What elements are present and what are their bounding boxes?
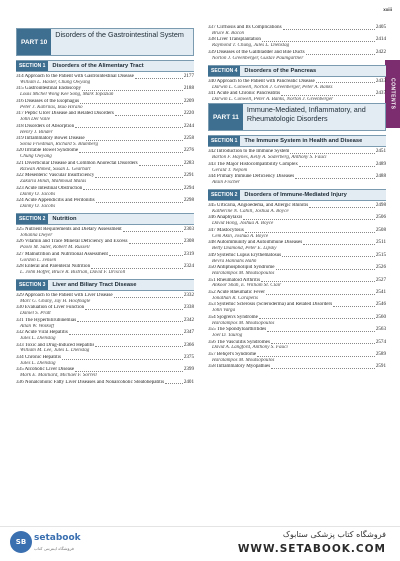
part-header (208, 103, 386, 131)
part-title: Immune-Mediated, Inflammatory, and Rheumatologic Disorders (246, 105, 366, 124)
chapter-title: 343 The Major Histocompatibility Complex (208, 161, 298, 167)
chapter-title: 315 Gastrointestinal Endoscopy (16, 86, 82, 92)
dot-leader (95, 346, 182, 347)
toc-entry[interactable] (16, 330, 194, 342)
page-number: 2574 (375, 338, 386, 345)
dot-leader (299, 166, 375, 167)
chapter-authors: Haralampos M. Moutsopoulos (212, 357, 275, 363)
section-number: SECTION 4 (208, 66, 240, 76)
dot-leader (75, 127, 183, 128)
page-number: 2560 (375, 313, 386, 320)
toc-entry[interactable] (208, 290, 386, 302)
chapter-title: 353 Systemic Sclerosis (Scleroderma) and Related Disorders (208, 302, 333, 308)
chapter-authors: Jonathan R. Carapetis (212, 295, 258, 301)
toc-entry[interactable] (16, 227, 194, 239)
toc-entry[interactable] (16, 86, 194, 98)
dot-leader (83, 189, 182, 190)
dot-leader (262, 41, 375, 42)
toc-entry[interactable] (208, 352, 386, 364)
toc-entry[interactable] (208, 203, 386, 215)
page-number: 2303 (183, 225, 194, 232)
left-column (16, 28, 194, 386)
dot-leader (245, 232, 375, 233)
page-number: 2298 (183, 197, 194, 204)
toc-entry[interactable] (16, 136, 194, 148)
toc-entry[interactable] (16, 111, 194, 123)
chapter-authors: John Varga (212, 308, 236, 314)
section-title: Disorders of the Alimentary Tract (52, 63, 144, 69)
page-number: 2399 (183, 366, 194, 373)
chapter-title: 351 Rheumatoid Arthritis (208, 277, 261, 283)
chapter-authors: Gordon L. Jensen (20, 257, 57, 263)
page-number: 2546 (375, 301, 386, 308)
section-title: Liver and Biliary Tract Disease (52, 281, 137, 288)
chapter-authors: Joel D. Taurog (212, 333, 243, 339)
toc-entry[interactable] (208, 340, 386, 352)
toc-entry[interactable] (16, 318, 194, 330)
page-number: 2506 (375, 214, 386, 221)
toc-entry[interactable] (16, 367, 194, 379)
chapter-title: 344 Primary Immune Deficiency Diseases (208, 174, 295, 180)
chapter-authors: David Hong, Joshua A. Boyce (212, 221, 274, 227)
logo-subtitle: فروشگاه اینترنتی کتاب (34, 546, 74, 551)
toc-entry[interactable] (208, 278, 386, 290)
chapter-title: 345 Urticaria, Angioedema, and Allergic Rhinitis (208, 203, 309, 209)
toc-entry[interactable] (208, 149, 386, 161)
toc-entry[interactable] (16, 161, 194, 173)
dot-leader (95, 177, 182, 178)
chapter-authors: Bevra Hannahs Hahn (212, 258, 257, 264)
page-number: 2338 (183, 304, 194, 311)
chapter-title: 335 Alcoholic Liver Disease (16, 367, 75, 373)
page-number: 2422 (375, 48, 386, 55)
dot-leader (85, 309, 183, 310)
toc-entry[interactable] (208, 162, 386, 174)
page-number: 2342 (183, 316, 194, 323)
chapter-authors: Johanna Dwyer (20, 232, 53, 238)
chapter-title: 340 Approach to the Patient with Pancreatic Disease (208, 78, 315, 84)
part-number: PART 10 (17, 29, 51, 55)
setabook-logo[interactable] (10, 531, 80, 557)
chapter-authors: Peter J. Kahrilas, Ikuo Hirano (20, 104, 83, 110)
toc-entry[interactable] (208, 265, 386, 277)
chapter-authors: Betty Diamond, Peter E. Lipsky (212, 246, 277, 252)
page-number: 2451 (375, 148, 386, 155)
dot-leader (290, 153, 374, 154)
dot-leader (135, 78, 183, 79)
page-number: 2515 (375, 251, 386, 258)
section-title: Nutrition (52, 215, 77, 222)
page-number: 2347 (183, 329, 194, 336)
chapter-title: 329 Approach to the Patient with Liver Disease (16, 292, 113, 298)
contents-side-tab (385, 60, 400, 128)
chapter-title: 323 Acute Intestinal Obstruction (16, 185, 83, 191)
chapter-authors: Paolo M. Suter, Robert M. Russell (20, 245, 90, 251)
page-number: 2209 (183, 97, 194, 104)
page-number: 2283 (183, 159, 194, 166)
toc-entry[interactable] (208, 327, 386, 339)
chapter-title: 318 Disorders of Absorption (16, 123, 75, 129)
page-number: 2498 (375, 202, 386, 209)
chapter-authors: Daniel S. Pratt (20, 311, 51, 317)
toc-entry[interactable] (208, 50, 386, 62)
page-number: 2188 (183, 85, 194, 92)
chapter-title: 322 Mesenteric Vascular Insufficiency (16, 173, 95, 179)
page-number: 2589 (375, 350, 386, 357)
chapter-authors: Cem Akin, Joshua A. Boyce (212, 233, 269, 239)
toc-entry[interactable] (208, 228, 386, 240)
chapter-authors: Norton J. Greenberger, Gustav Paumgartner (212, 55, 304, 61)
dot-leader (282, 256, 375, 257)
section-title: The Immune System in Health and Disease (244, 138, 363, 145)
toc-entry[interactable] (16, 198, 194, 210)
store-url-link[interactable]: WWW.SETABOOK.COM (237, 543, 386, 555)
chapter-authors: Katherine N. Cahill, Joshua A. Boyce (212, 208, 289, 214)
page-number: 2220 (183, 110, 194, 117)
chapter-authors: Danny O. Jacobs (20, 191, 56, 197)
chapter-title: 314 Approach to the Patient with Gastrointestinal Disease (16, 74, 134, 79)
dot-leader (309, 207, 375, 208)
chapter-title: 326 Vitamin and Trace Mineral Deficiency and Excess (16, 239, 128, 245)
chapter-title: 316 Diseases of the Esophagus (16, 98, 80, 104)
chapter-title: 346 Anaphylaxis (208, 215, 243, 221)
chapter-authors: Ankoor Shah, E. William St. Clair (212, 283, 282, 289)
page-number: 2308 (183, 238, 194, 245)
chapter-title: 319 Inflammatory Bowel Disease (16, 136, 85, 142)
dot-leader (115, 115, 183, 116)
chapter-title: 328 Enteral and Parenteral Nutrition (16, 264, 91, 270)
dot-leader (295, 178, 375, 179)
chapter-title: 339 Diseases of the Gallbladder and Bile Ducts (208, 49, 305, 55)
dot-leader (80, 103, 183, 104)
page-number: 2541 (375, 288, 386, 295)
chapter-authors: William M. Lee, Jules L. Dienstag (20, 348, 90, 354)
dot-leader (316, 82, 375, 83)
chapter-title: 330 Evaluation of Liver Function (16, 305, 85, 311)
page-number: 2401 (183, 378, 194, 385)
dot-leader (109, 255, 183, 256)
dot-leader (123, 231, 183, 232)
chapter-authors: Allan W. Wolkoff (20, 323, 55, 329)
chapter-authors: Darwin L. Conwell, Norton J. Greenberger, Peter A. Banks (212, 84, 333, 90)
dot-leader (306, 54, 375, 55)
dot-leader (62, 359, 183, 360)
chapter-authors: John Del Valle (20, 117, 50, 123)
chapter-authors: Mark E. Mailliard, Michael F. Sorrell (20, 373, 97, 379)
section-number: SECTION 1 (208, 136, 240, 146)
page-number: 2294 (183, 184, 194, 191)
chapter-authors: Sonia Friedman, Richard S. Blumberg (20, 141, 99, 147)
dot-leader (86, 140, 183, 141)
dot-leader (114, 297, 183, 298)
page-number: 2405 (375, 24, 386, 30)
chapter-authors: Rizwan Ahmed, Susan L. Gearhart (20, 166, 91, 172)
page-number: 2511 (376, 239, 386, 246)
toc-entry[interactable] (16, 186, 194, 198)
chapter-title: 334 Chronic Hepatitis (16, 354, 61, 360)
dot-leader (267, 331, 375, 332)
chapter-title: 355 The Spondyloarthritides (208, 327, 267, 333)
page-number: 2414 (375, 36, 386, 43)
toc-entry-row (208, 364, 386, 370)
page-number: 2258 (183, 135, 194, 142)
section-header (16, 60, 194, 72)
page-number: 2177 (183, 73, 194, 79)
toc-entry[interactable] (208, 79, 386, 91)
toc-entry[interactable] (16, 343, 194, 355)
chapter-title: 357 Behçet's Syndrome (208, 351, 257, 357)
dot-leader (283, 29, 375, 30)
toc-entry[interactable] (16, 173, 194, 185)
dot-leader (82, 90, 183, 91)
logo-mark: SB (10, 531, 32, 553)
dot-leader (303, 244, 375, 245)
toc-entry[interactable] (208, 174, 386, 186)
chapter-title: 356 The Vasculitis Syndromes (208, 339, 270, 345)
chapter-title: 336 Nonalcoholic Fatty Liver Diseases and Nonalcoholic Steatohepatitis (16, 379, 165, 385)
chapter-title: 327 Malnutrition and Nutritional Assessment (16, 251, 108, 257)
page-number: 2291 (183, 172, 194, 179)
toc-entry[interactable] (16, 355, 194, 367)
chapter-title: 337 Cirrhosis and Its Complications (208, 25, 282, 30)
toc-entry[interactable] (16, 264, 194, 276)
chapter-authors: Louis Michel Wong Kee Song, Mark Topazian (20, 92, 114, 98)
section-number: SECTION 2 (16, 214, 48, 224)
page-number: 2433 (375, 77, 386, 84)
part-number: PART 11 (209, 104, 243, 130)
chapter-title: 332 Acute Viral Hepatitis (16, 330, 68, 336)
toc-entry[interactable] (208, 364, 386, 370)
section-header (208, 135, 386, 147)
page-corner-label: xxiii (383, 7, 392, 12)
contents-tab-label: CONTENTS (389, 78, 396, 110)
page-number: 2244 (183, 122, 194, 129)
dot-leader (75, 371, 183, 372)
chapter-title: 348 Autoimmunity and Autoimmune Diseases (208, 240, 303, 246)
toc-entry[interactable] (16, 99, 194, 111)
toc-entry[interactable] (16, 74, 194, 86)
chapter-authors: Darwin L. Conwell, Peter A. Banks, Norton J. Greenberger (212, 96, 334, 102)
dot-leader (96, 202, 183, 203)
page-number: 2437 (375, 90, 386, 97)
page-number: 2489 (375, 160, 386, 167)
page-number: 2527 (375, 276, 386, 283)
toc-entry[interactable] (208, 91, 386, 103)
dot-leader (271, 343, 375, 344)
toc-entry[interactable] (208, 215, 386, 227)
chapter-authors: Haralampos M. Moutsopoulos (212, 320, 275, 326)
chapter-title: 321 Diverticular Disease and Common Anorectal Disorders (16, 160, 138, 166)
chapter-authors: Jules L. Dienstag (20, 360, 56, 366)
page-number: 2366 (183, 341, 194, 348)
chapter-title: 347 Mastocytosis (208, 227, 244, 233)
chapter-title: 333 Toxic and Drug-Induced Hepatitis (16, 342, 95, 348)
page-number: 2324 (183, 263, 194, 270)
chapter-title: 317 Peptic Ulcer Disease and Related Disorders (16, 111, 114, 117)
chapter-authors: Haralampos M. Moutsopoulos (212, 271, 275, 276)
page-number: 2526 (375, 264, 386, 271)
chapter-authors: David A. Langford, Anthony S. Fauci (212, 345, 288, 351)
chapter-title: 350 Antiphospholipid Syndrome (208, 265, 275, 271)
chapter-authors: Jules L. Dienstag (20, 336, 56, 342)
dot-leader (91, 268, 183, 269)
toc-entry[interactable] (208, 302, 386, 314)
toc-entry[interactable] (208, 25, 386, 37)
chapter-authors: Chung Owyang (20, 154, 52, 160)
part-header (16, 28, 194, 56)
section-header (16, 213, 194, 225)
dot-leader (266, 294, 375, 295)
chapter-authors: Zakaria Hindi, Mahmoud Malas (20, 179, 87, 185)
dot-leader (79, 152, 183, 153)
chapter-authors: Bruce R. Bacon (212, 30, 245, 36)
chapter-title: 341 Acute and Chronic Pancreatitis (208, 91, 281, 97)
toc-entry-row (16, 380, 194, 386)
toc-entry[interactable] (16, 239, 194, 251)
chapter-title: 358 Inflammatory Myopathies (208, 364, 271, 370)
page-number: 2563 (375, 326, 386, 333)
toc-entry[interactable] (208, 253, 386, 265)
chapter-title: 349 Systemic Lupus Erythematosus (208, 252, 282, 258)
section-number: SECTION 2 (208, 190, 240, 200)
chapter-title: 324 Acute Appendicitis and Peritonitis (16, 198, 95, 204)
toc-entry[interactable] (16, 124, 194, 136)
page-number: 2332 (183, 291, 194, 298)
dot-leader (77, 321, 183, 322)
chapter-authors: L. John Hoffer, Bruce R. Bistrian, David F. Driscoll (20, 270, 126, 275)
page-number: 2375 (183, 353, 194, 360)
page-number: 2591 (375, 363, 386, 370)
dot-leader (333, 306, 375, 307)
part-title: Disorders of the Gastrointestinal System (55, 30, 184, 39)
chapter-authors: Marc G. Ghany, Jay H. Hoofnagle (20, 298, 91, 304)
toc-entry[interactable] (16, 148, 194, 160)
section-number: SECTION 1 (16, 61, 48, 71)
logo-text: setabook (34, 533, 81, 543)
toc-entry[interactable] (16, 305, 194, 317)
dot-leader (281, 95, 375, 96)
footer-banner (0, 526, 400, 561)
dot-leader (261, 281, 375, 282)
toc-entry[interactable] (208, 37, 386, 49)
toc-entry[interactable] (208, 240, 386, 252)
chapter-authors: Raymond T. Chung, Jules L. Dienstag (212, 43, 290, 49)
chapter-title: 320 Irritable Bowel Syndrome (16, 148, 79, 154)
dot-leader (259, 318, 375, 319)
toc-entry[interactable] (16, 380, 194, 386)
chapter-authors: Henry J. Binder (20, 129, 53, 135)
section-header (16, 279, 194, 291)
toc-entry[interactable] (208, 315, 386, 327)
chapter-title: 352 Acute Rheumatic Fever (208, 289, 266, 295)
chapter-authors: Alain Fischer (212, 180, 240, 186)
chapter-authors: William L. Hasler, Chung Owyang (20, 79, 91, 85)
chapter-authors: Barton F. Haynes, Kelly A. Soderberg, Anthony S. Fauci (212, 155, 327, 161)
dot-leader (129, 243, 183, 244)
section-number: SECTION 3 (16, 280, 48, 290)
right-column (208, 25, 386, 371)
dot-leader (139, 165, 183, 166)
page-number: 2488 (375, 173, 386, 180)
toc-entry[interactable] (16, 252, 194, 264)
store-name: فروشگاه کتاب پزشکی ستابوک (282, 530, 386, 539)
dot-leader (276, 269, 375, 270)
chapter-title: 342 Introduction to the Immune System (208, 149, 290, 155)
chapter-title: 325 Nutrient Requirements and Dietary Assessment (16, 226, 122, 232)
dot-leader (257, 356, 375, 357)
dot-leader (69, 334, 183, 335)
dot-leader (165, 383, 183, 384)
page-number: 2276 (183, 147, 194, 154)
page-number: 2319 (183, 250, 194, 257)
chapter-title: 338 Liver Transplantation (208, 37, 261, 43)
section-title: Disorders of the Pancreas (244, 67, 317, 74)
section-header (208, 65, 386, 77)
dot-leader (243, 219, 374, 220)
chapter-title: 331 The Hyperbilirubinemias (16, 317, 77, 323)
toc-entry[interactable] (16, 293, 194, 305)
chapter-title: 354 Sjögren's Syndrome (208, 314, 258, 320)
dot-leader (271, 368, 375, 369)
chapter-authors: Danny O. Jacobs (20, 203, 56, 209)
page-number: 2508 (375, 226, 386, 233)
section-title: Disorders of Immune-Mediated Injury (244, 192, 347, 199)
chapter-authors: Gerald T. Nepom (212, 167, 248, 173)
section-header (208, 189, 386, 201)
